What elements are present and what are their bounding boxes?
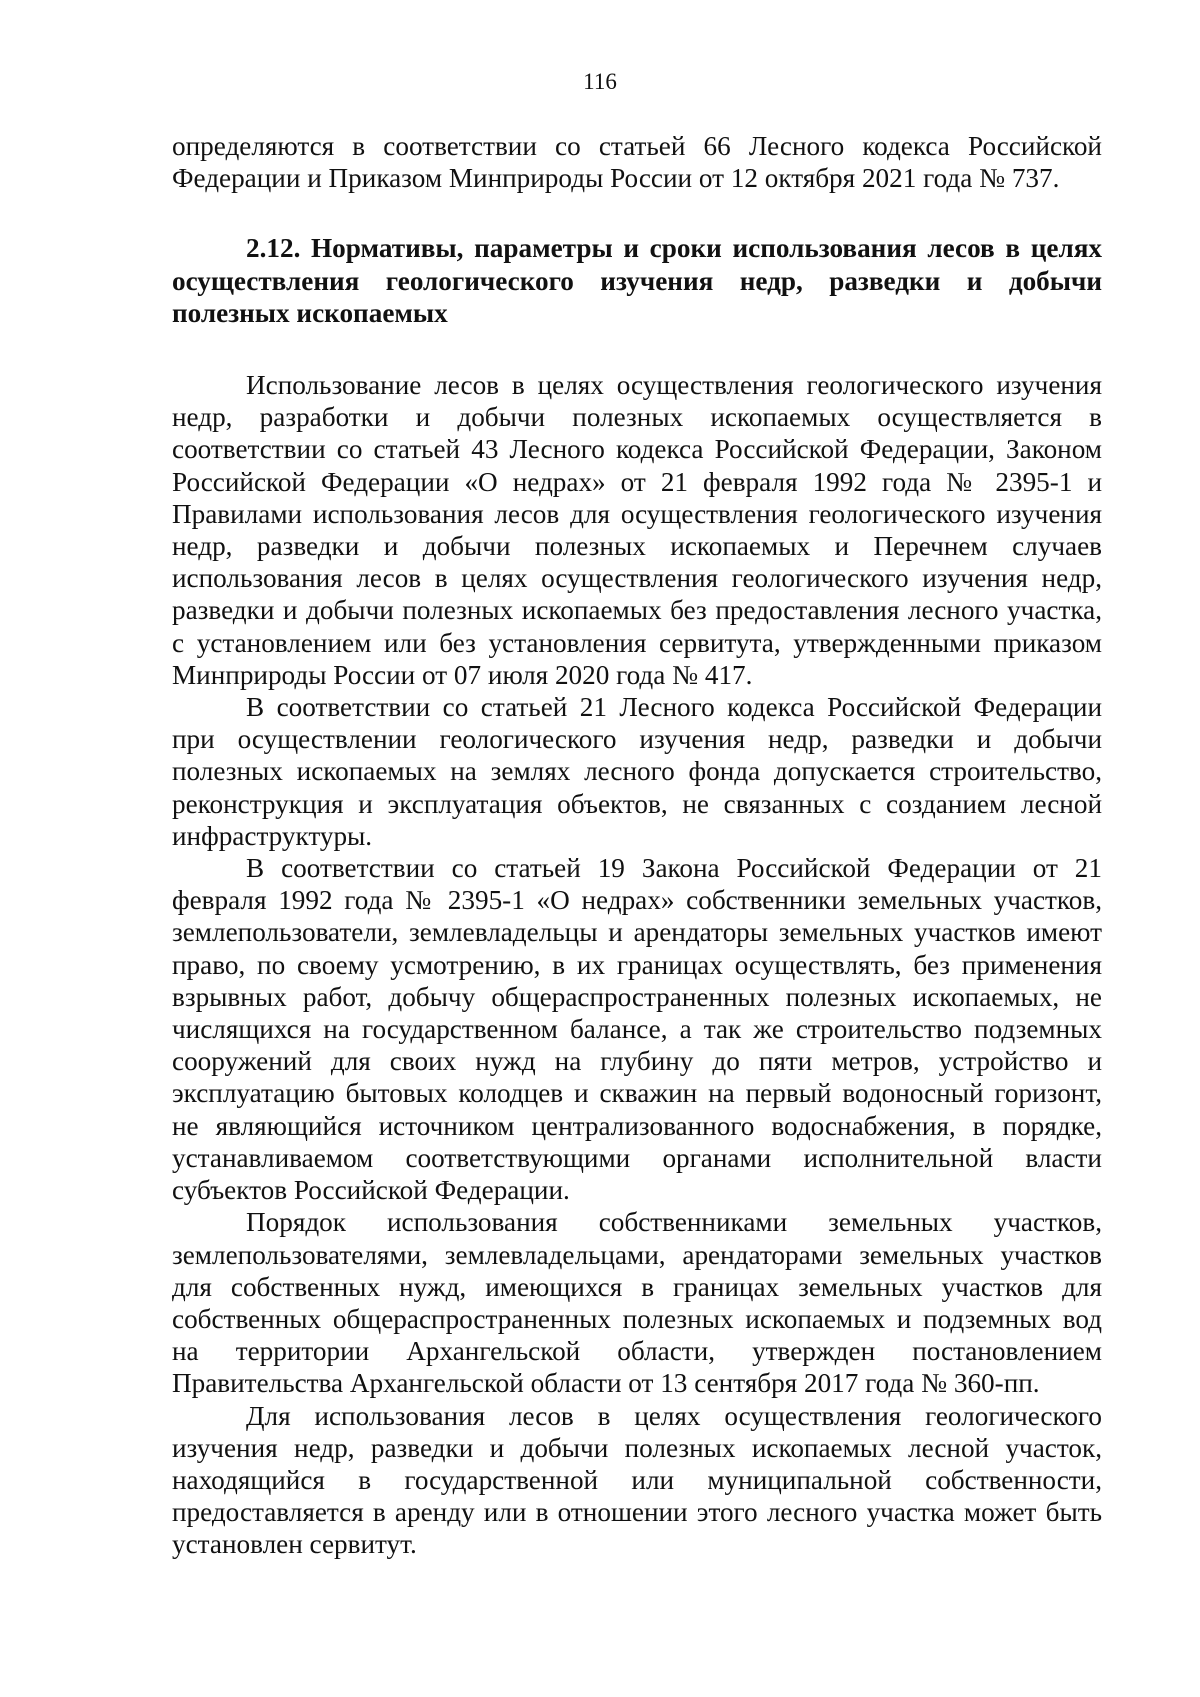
body-paragraph-2: В соответствии со статьей 21 Лесного кодекса Российской Федерации при осуществлении геологического изучения недр, разведки и добычи полезных ископаемых на землях лесного фонда допускается строительство, реконструкция и эксплуатация объектов, не связанных с созданием лесной инфраструктуры. — [172, 692, 1102, 851]
section-heading: 2.12. Нормативы, параметры и сроки использования лесов в целях осуществления геологического изучения недр, разведки и добычи полезных ископаемых — [172, 233, 1102, 328]
body-paragraph-1: Использование лесов в целях осуществления геологического изучения недр, разработки и добычи полезных ископаемых осуществляется в соответствии со статьей 43 Лесного кодекса Российской Федерации, Законом Российской Федерации «О недрах» от 21 февраля 1992 года № 2395-1 и Правилами использования лесов для осуществления геологического изучения недр, разведки и добычи полезных ископаемых и Перечнем случаев использования лесов в целях осуществления геологического изучения недр, разведки и добычи полезных ископаемых без предоставления лесного участка, с установлением или без установления сервитута, утвержденными приказом Минприроды России от 07 июля 2020 года № 417. — [172, 370, 1102, 690]
document-body — [172, 130, 1102, 1561]
page-number: 116 — [583, 69, 617, 94]
body-paragraph-3: В соответствии со статьей 19 Закона Российской Федерации от 21 февраля 1992 года № 2395-1 «О недрах» собственники земельных участков, землепользователи, землевладельцы и арендаторы земельных участков имеют право, по своему усмотрению, в их границах осуществлять, без применения взрывных работ, добычу общераспространенных полезных ископаемых, не числящихся на государственном балансе, а так же строительство подземных сооружений для своих нужд на глубину до пяти метров, устройство и эксплуатацию бытовых колодцев и скважин на первый водоносный горизонт, не являющийся источником централизованного водоснабжения, в порядке, устанавливаемом соответствующими органами исполнительной власти субъектов Российской Федерации. — [172, 853, 1102, 1206]
body-paragraph-5: Для использования лесов в целях осуществления геологического изучения недр, разведки и добычи полезных ископаемых лесной участок, находящийся в государственной или муниципальной собственности, предоставляется в аренду или в отношении этого лесного участка может быть установлен сервитут. — [172, 1400, 1102, 1560]
body-paragraph-4: Порядок использования собственниками земельных участков, землепользователями, землевладельцами, арендаторами земельных участков для собственных нужд, имеющихся в границах земельных участков для собственных общераспространенных полезных ископаемых и подземных вод на территории Архангельской области, утвержден постановлением Правительства Архангельской области от 13 сентября 2017 года № 360-пп. — [172, 1207, 1102, 1399]
continuation-paragraph: определяются в соответствии со статьей 66 Лесного кодекса Российской Федерации и Приказом Минприроды России от 12 октября 2021 года № 737. — [172, 131, 1102, 194]
